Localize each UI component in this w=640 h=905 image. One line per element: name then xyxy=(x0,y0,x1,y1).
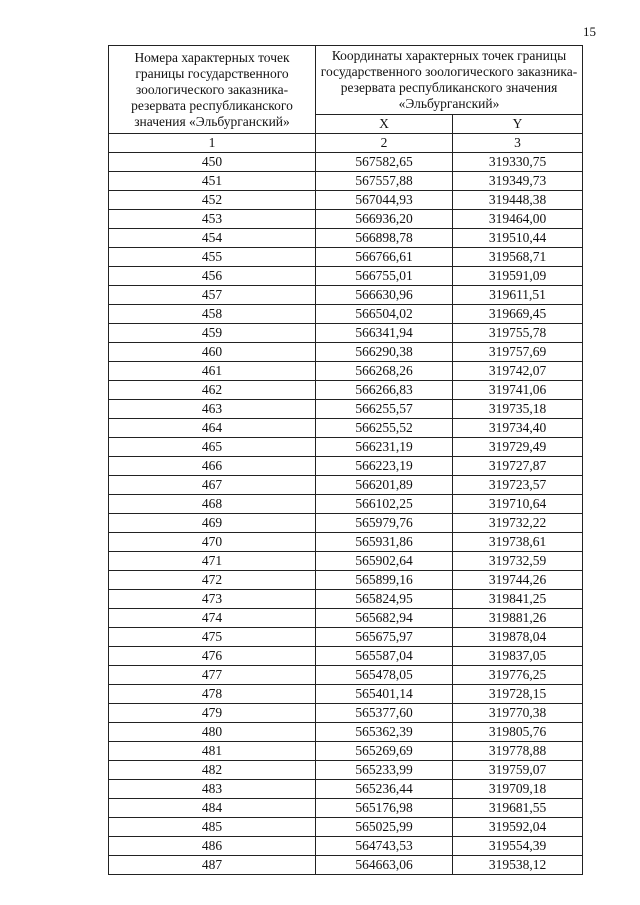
table-row xyxy=(109,191,583,210)
x-coordinate-cell: 566255,52 xyxy=(316,419,453,438)
point-number-cell: 456 xyxy=(109,267,316,286)
table-row xyxy=(109,742,583,761)
y-coordinate-cell: 319729,49 xyxy=(453,438,583,457)
point-number-cell: 461 xyxy=(109,362,316,381)
y-coordinate-cell: 319744,26 xyxy=(453,571,583,590)
point-number-cell: 484 xyxy=(109,799,316,818)
point-number-cell: 475 xyxy=(109,628,316,647)
point-number-cell: 455 xyxy=(109,248,316,267)
table-row xyxy=(109,495,583,514)
header-y: Y xyxy=(453,115,583,134)
table-row xyxy=(109,476,583,495)
y-coordinate-cell: 319448,38 xyxy=(453,191,583,210)
point-number-cell: 474 xyxy=(109,609,316,628)
x-coordinate-cell: 564743,53 xyxy=(316,837,453,856)
y-coordinate-cell: 319611,51 xyxy=(453,286,583,305)
header-coordinates: Координаты характерных точек границы государственного зоологического заказника-резервата республиканского значения «Эльбурганский» xyxy=(316,46,583,115)
table-row xyxy=(109,609,583,628)
table-row xyxy=(109,514,583,533)
x-coordinate-cell: 566102,25 xyxy=(316,495,453,514)
y-coordinate-cell: 319778,88 xyxy=(453,742,583,761)
point-number-cell: 454 xyxy=(109,229,316,248)
y-coordinate-cell: 319723,57 xyxy=(453,476,583,495)
point-number-cell: 459 xyxy=(109,324,316,343)
y-coordinate-cell: 319591,09 xyxy=(453,267,583,286)
point-number-cell: 467 xyxy=(109,476,316,495)
x-coordinate-cell: 565236,44 xyxy=(316,780,453,799)
table-row xyxy=(109,343,583,362)
x-coordinate-cell: 565176,98 xyxy=(316,799,453,818)
x-coordinate-cell: 564663,06 xyxy=(316,856,453,875)
table-row xyxy=(109,799,583,818)
point-number-cell: 478 xyxy=(109,685,316,704)
point-number-cell: 452 xyxy=(109,191,316,210)
table-row xyxy=(109,248,583,267)
x-coordinate-cell: 565233,99 xyxy=(316,761,453,780)
y-coordinate-cell: 319464,00 xyxy=(453,210,583,229)
y-coordinate-cell: 319710,64 xyxy=(453,495,583,514)
x-coordinate-cell: 566266,83 xyxy=(316,381,453,400)
y-coordinate-cell: 319727,87 xyxy=(453,457,583,476)
table-row xyxy=(109,362,583,381)
x-coordinate-cell: 566201,89 xyxy=(316,476,453,495)
table-row xyxy=(109,837,583,856)
x-coordinate-cell: 567044,93 xyxy=(316,191,453,210)
y-coordinate-cell: 319538,12 xyxy=(453,856,583,875)
table-row xyxy=(109,552,583,571)
y-coordinate-cell: 319330,75 xyxy=(453,153,583,172)
x-coordinate-cell: 565824,95 xyxy=(316,590,453,609)
point-number-cell: 481 xyxy=(109,742,316,761)
point-number-cell: 450 xyxy=(109,153,316,172)
table-row xyxy=(109,457,583,476)
y-coordinate-cell: 319757,69 xyxy=(453,343,583,362)
x-coordinate-cell: 566766,61 xyxy=(316,248,453,267)
table-row xyxy=(109,780,583,799)
y-coordinate-cell: 319669,45 xyxy=(453,305,583,324)
y-coordinate-cell: 319510,44 xyxy=(453,229,583,248)
point-number-cell: 453 xyxy=(109,210,316,229)
y-coordinate-cell: 319732,22 xyxy=(453,514,583,533)
table-row xyxy=(109,723,583,742)
y-coordinate-cell: 319841,25 xyxy=(453,590,583,609)
x-coordinate-cell: 565979,76 xyxy=(316,514,453,533)
table-row xyxy=(109,666,583,685)
point-number-cell: 473 xyxy=(109,590,316,609)
y-coordinate-cell: 319759,07 xyxy=(453,761,583,780)
point-number-cell: 471 xyxy=(109,552,316,571)
table-row xyxy=(109,818,583,837)
x-coordinate-cell: 566936,20 xyxy=(316,210,453,229)
y-coordinate-cell: 319878,04 xyxy=(453,628,583,647)
y-coordinate-cell: 319554,39 xyxy=(453,837,583,856)
point-number-cell: 469 xyxy=(109,514,316,533)
y-coordinate-cell: 319881,26 xyxy=(453,609,583,628)
y-coordinate-cell: 319681,55 xyxy=(453,799,583,818)
y-coordinate-cell: 319709,18 xyxy=(453,780,583,799)
y-coordinate-cell: 319568,71 xyxy=(453,248,583,267)
x-coordinate-cell: 565377,60 xyxy=(316,704,453,723)
point-number-cell: 457 xyxy=(109,286,316,305)
x-coordinate-cell: 566255,57 xyxy=(316,400,453,419)
table-row xyxy=(109,628,583,647)
table-body xyxy=(109,153,583,875)
y-coordinate-cell: 319728,15 xyxy=(453,685,583,704)
x-coordinate-cell: 565931,86 xyxy=(316,533,453,552)
x-coordinate-cell: 566755,01 xyxy=(316,267,453,286)
point-number-cell: 464 xyxy=(109,419,316,438)
page-number: 15 xyxy=(583,24,596,39)
y-coordinate-cell: 319741,06 xyxy=(453,381,583,400)
point-number-cell: 476 xyxy=(109,647,316,666)
point-number-cell: 480 xyxy=(109,723,316,742)
point-number-cell: 472 xyxy=(109,571,316,590)
x-coordinate-cell: 565269,69 xyxy=(316,742,453,761)
x-coordinate-cell: 565362,39 xyxy=(316,723,453,742)
x-coordinate-cell: 566630,96 xyxy=(316,286,453,305)
table-row xyxy=(109,571,583,590)
y-coordinate-cell: 319770,38 xyxy=(453,704,583,723)
table-row xyxy=(109,856,583,875)
table-row xyxy=(109,590,583,609)
table-row xyxy=(109,229,583,248)
table-row xyxy=(109,685,583,704)
x-coordinate-cell: 565025,99 xyxy=(316,818,453,837)
table-row xyxy=(109,761,583,780)
x-coordinate-cell: 566898,78 xyxy=(316,229,453,248)
point-number-cell: 468 xyxy=(109,495,316,514)
table-row xyxy=(109,400,583,419)
y-coordinate-cell: 319349,73 xyxy=(453,172,583,191)
x-coordinate-cell: 566504,02 xyxy=(316,305,453,324)
y-coordinate-cell: 319837,05 xyxy=(453,647,583,666)
y-coordinate-cell: 319776,25 xyxy=(453,666,583,685)
point-number-cell: 485 xyxy=(109,818,316,837)
x-coordinate-cell: 565587,04 xyxy=(316,647,453,666)
y-coordinate-cell: 319755,78 xyxy=(453,324,583,343)
column-index-2: 2 xyxy=(316,134,453,153)
header-x: X xyxy=(316,115,453,134)
point-number-cell: 462 xyxy=(109,381,316,400)
x-coordinate-cell: 566223,19 xyxy=(316,457,453,476)
point-number-cell: 477 xyxy=(109,666,316,685)
y-coordinate-cell: 319738,61 xyxy=(453,533,583,552)
y-coordinate-cell: 319735,18 xyxy=(453,400,583,419)
table-row xyxy=(109,153,583,172)
table-row xyxy=(109,286,583,305)
column-index-3: 3 xyxy=(453,134,583,153)
table-row xyxy=(109,647,583,666)
table-row xyxy=(109,210,583,229)
point-number-cell: 460 xyxy=(109,343,316,362)
table-header xyxy=(109,46,583,153)
table-row xyxy=(109,324,583,343)
table-row xyxy=(109,267,583,286)
point-number-cell: 487 xyxy=(109,856,316,875)
x-coordinate-cell: 566341,94 xyxy=(316,324,453,343)
x-coordinate-cell: 567582,65 xyxy=(316,153,453,172)
point-number-cell: 486 xyxy=(109,837,316,856)
table-row xyxy=(109,438,583,457)
table-row xyxy=(109,704,583,723)
table-row xyxy=(109,172,583,191)
table-row xyxy=(109,381,583,400)
x-coordinate-cell: 565682,94 xyxy=(316,609,453,628)
x-coordinate-cell: 566231,19 xyxy=(316,438,453,457)
y-coordinate-cell: 319805,76 xyxy=(453,723,583,742)
column-index-1: 1 xyxy=(109,134,316,153)
x-coordinate-cell: 565478,05 xyxy=(316,666,453,685)
y-coordinate-cell: 319592,04 xyxy=(453,818,583,837)
x-coordinate-cell: 565401,14 xyxy=(316,685,453,704)
table-row xyxy=(109,419,583,438)
x-coordinate-cell: 566290,38 xyxy=(316,343,453,362)
x-coordinate-cell: 567557,88 xyxy=(316,172,453,191)
x-coordinate-cell: 565899,16 xyxy=(316,571,453,590)
point-number-cell: 479 xyxy=(109,704,316,723)
y-coordinate-cell: 319742,07 xyxy=(453,362,583,381)
coordinates-table xyxy=(108,45,583,875)
table-row xyxy=(109,533,583,552)
point-number-cell: 470 xyxy=(109,533,316,552)
point-number-cell: 451 xyxy=(109,172,316,191)
header-point-numbers: Номера характерных точек границы государственного зоологического заказника-резервата республиканского значения «Эльбурганский» xyxy=(109,46,316,134)
table-row xyxy=(109,305,583,324)
point-number-cell: 465 xyxy=(109,438,316,457)
point-number-cell: 482 xyxy=(109,761,316,780)
x-coordinate-cell: 565675,97 xyxy=(316,628,453,647)
point-number-cell: 458 xyxy=(109,305,316,324)
point-number-cell: 463 xyxy=(109,400,316,419)
y-coordinate-cell: 319732,59 xyxy=(453,552,583,571)
x-coordinate-cell: 565902,64 xyxy=(316,552,453,571)
x-coordinate-cell: 566268,26 xyxy=(316,362,453,381)
point-number-cell: 466 xyxy=(109,457,316,476)
point-number-cell: 483 xyxy=(109,780,316,799)
y-coordinate-cell: 319734,40 xyxy=(453,419,583,438)
